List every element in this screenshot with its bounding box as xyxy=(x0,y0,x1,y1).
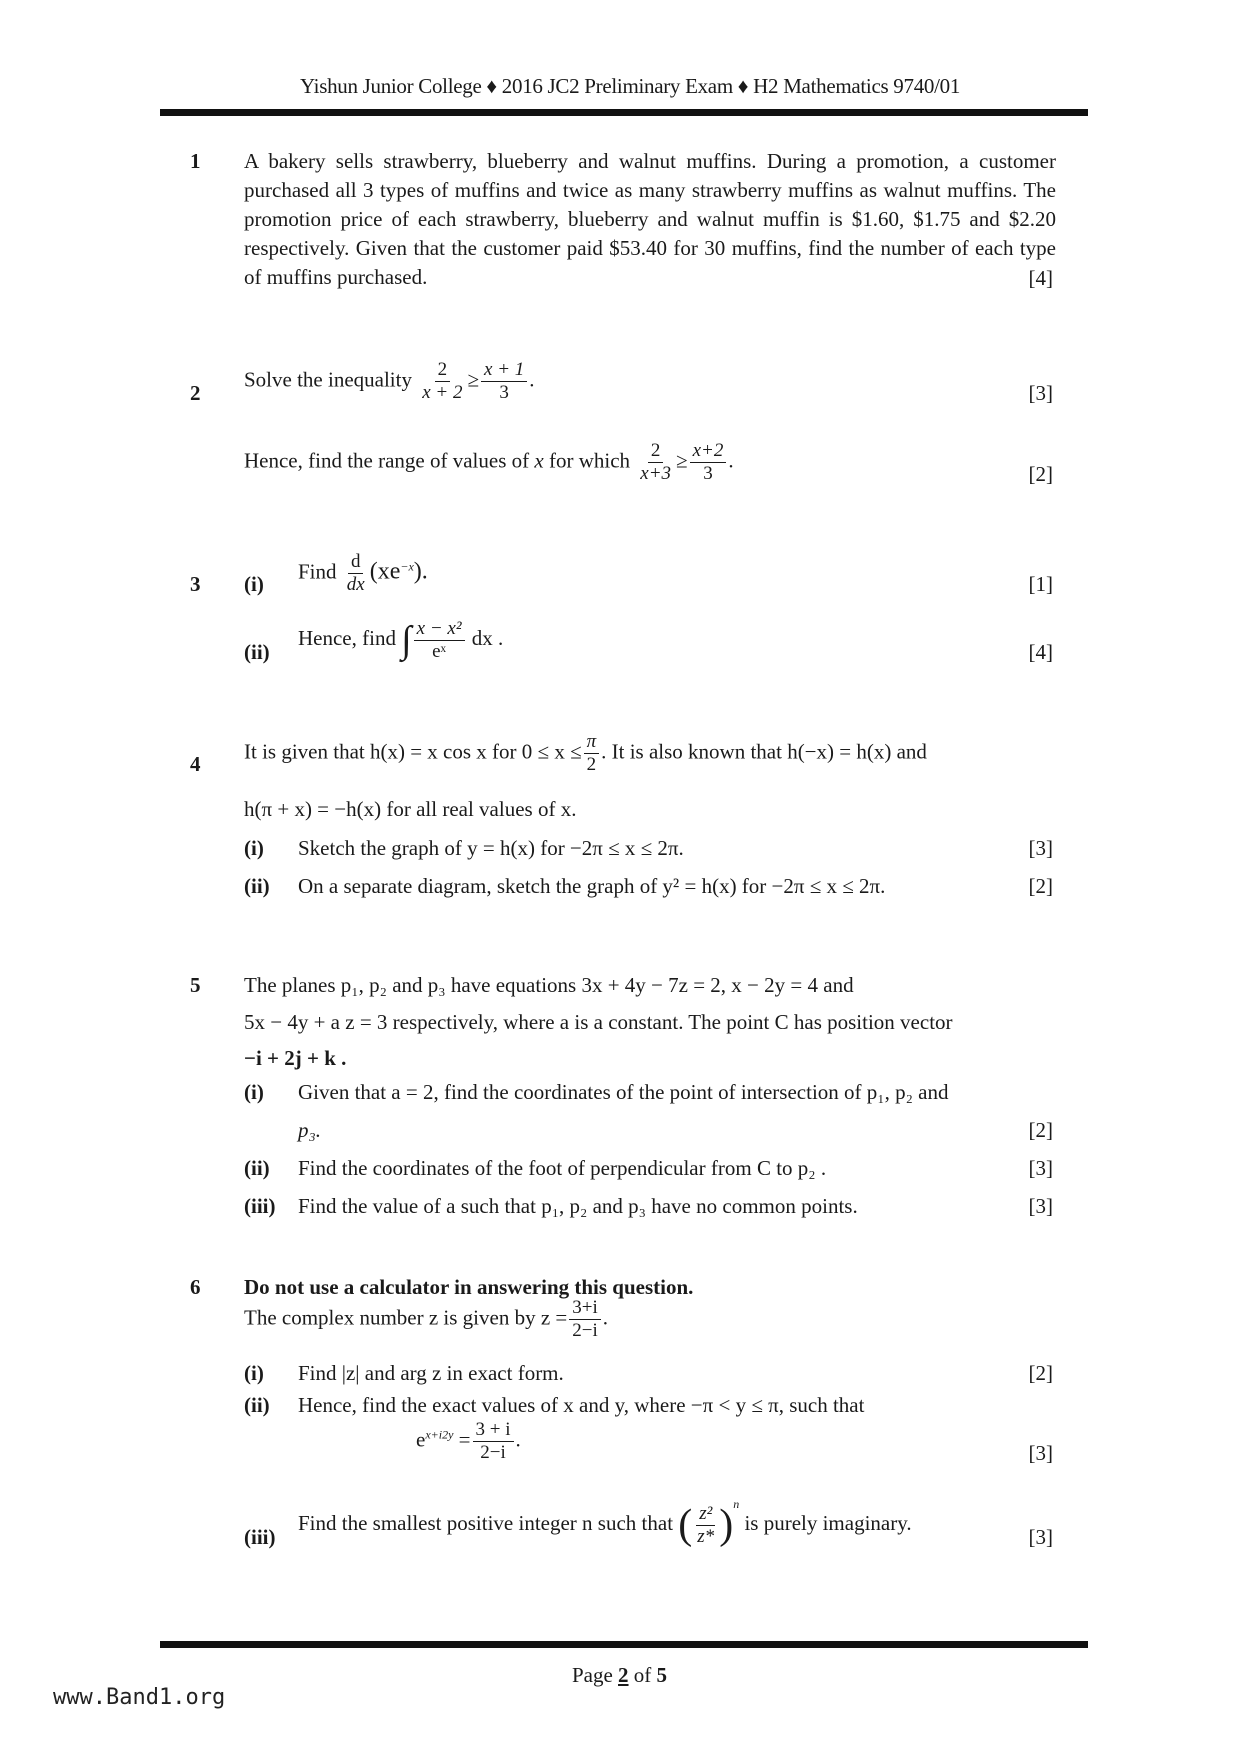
footer-rule xyxy=(160,1641,1088,1648)
q4-pi-den: 2 xyxy=(586,753,597,775)
q2b-lhs-num: 2 xyxy=(648,441,664,463)
q3ii-num: x − x² xyxy=(414,619,465,641)
q6-eq-num: 3 + i xyxy=(473,1420,514,1442)
question-1-marks: [4] xyxy=(1028,266,1053,290)
question-1-text: A bakery sells strawberry, blueberry and walnut muffins. During a promotion, a customer purchased all 3 types of muffins and twice as many strawberry muffins as walnut muffins. The promotion price of each strawberry, blueberry and walnut muffin is $1.60, $1.75 and $2.20 respectively. Given that the customer paid $53.40 for 30 muffins, find the number of each type of muffins purchased. xyxy=(244,149,1056,289)
q3-part-ii-marks: [4] xyxy=(1028,640,1053,664)
q6-part-ii-text: Hence, find the exact values of x and y, where −π < y ≤ π, such that xyxy=(298,1393,865,1417)
q6-z-num: 3+i xyxy=(569,1298,601,1320)
q6-part-iii-marks: [3] xyxy=(1028,1525,1053,1549)
q3ii-prefix: Hence, find xyxy=(298,625,396,650)
q6-eq-fraction xyxy=(473,1420,514,1463)
q3ii-den: eˣ xyxy=(432,640,447,662)
q6iii-num: z² xyxy=(696,1504,715,1526)
question-6-number: 6 xyxy=(190,1275,201,1299)
q5-part-ii-label: (ii) xyxy=(244,1156,270,1180)
q5-part-ii-text: Find the coordinates of the foot of perpendicular from C to p₂ . xyxy=(298,1156,827,1180)
q4-line1 xyxy=(244,732,1056,775)
q6-z-den: 2−i xyxy=(572,1319,598,1341)
q5-part-iii-marks: [3] xyxy=(1028,1194,1053,1218)
header-rule xyxy=(160,109,1088,116)
q3i-d-num: d xyxy=(348,552,364,574)
q6-intro xyxy=(244,1298,608,1341)
q2a-rhs-den: 3 xyxy=(499,381,509,403)
q5-part-iii-text: Find the value of a such that p₁, p₂ and p₃ have no common points. xyxy=(298,1194,858,1218)
question-5-number: 5 xyxy=(190,973,201,997)
question-2-part-b xyxy=(244,441,734,484)
q6-part-i-label: (i) xyxy=(244,1361,264,1385)
q2a-rhs-num: x + 1 xyxy=(481,360,527,382)
q6-intro-text: The complex number z is given by z = xyxy=(244,1305,568,1330)
q5-line3: −i + 2j + k . xyxy=(244,1046,347,1070)
question-2-part-a xyxy=(244,360,535,403)
q6-equation xyxy=(416,1420,521,1463)
integral-sign: ∫ xyxy=(401,619,412,661)
q3i-close: ). xyxy=(413,558,428,585)
q4-line1-a: It is given that h(x) = x cos x for 0 ≤ x ≤ xyxy=(244,739,582,764)
q6iii-den: z* xyxy=(697,1525,715,1547)
q5-part-i-label: (i) xyxy=(244,1080,264,1104)
q5-part-i-text: Given that a = 2, find the coordinates of the point of intersection of p₁, p₂ and xyxy=(298,1080,949,1104)
q2b-var: x xyxy=(534,448,544,473)
q3ii-fraction xyxy=(414,619,465,662)
q6-part-ii-label: (ii) xyxy=(244,1393,270,1417)
q4-part-ii-text: On a separate diagram, sketch the graph of y² = h(x) for −2π ≤ x ≤ 2π. xyxy=(298,874,886,898)
q2b-mid: for which xyxy=(548,448,631,473)
q4-line1-b: . It is also known that h(−x) = h(x) and xyxy=(601,739,927,764)
q6-eq-exp: x+i2y xyxy=(425,1427,454,1442)
q2b-rhs-num: x+2 xyxy=(690,441,727,463)
q2b-lhs-den: x+3 xyxy=(640,462,672,484)
q3-part-i-marks: [1] xyxy=(1028,572,1053,596)
q5-part-iii-label: (iii) xyxy=(244,1194,276,1218)
q6-intro-end: . xyxy=(602,1305,609,1330)
question-3-number: 3 xyxy=(190,572,201,596)
q6-eq-den: 2−i xyxy=(480,1441,506,1463)
page-mid: of xyxy=(633,1663,652,1687)
q6iii-power: n xyxy=(733,1497,740,1511)
q6-part-i-text: Find |z| and arg z in exact form. xyxy=(298,1361,564,1385)
q2b-suffix: . xyxy=(728,448,734,473)
q5-part-i-cont: p₃. xyxy=(298,1118,322,1142)
q6-eq-end: . xyxy=(515,1427,521,1452)
q3ii-suffix: dx . xyxy=(471,625,504,650)
right-paren: ) xyxy=(719,1502,734,1549)
question-2a-marks: [3] xyxy=(1028,381,1053,405)
q2a-prefix: Solve the inequality xyxy=(244,367,412,392)
page-total: 5 xyxy=(656,1663,668,1687)
q2a-op: ≥ xyxy=(467,367,480,392)
q2a-lhs-fraction xyxy=(419,360,465,403)
q5-part-i-marks: [2] xyxy=(1028,1118,1053,1142)
q3i-expr: (xe xyxy=(369,558,401,585)
question-4-number: 4 xyxy=(190,752,201,776)
q6-part-iii-label: (iii) xyxy=(244,1525,276,1549)
q3i-derivative xyxy=(344,552,368,595)
page-header: Yishun Junior College ♦ 2016 JC2 Preliminary Exam ♦ H2 Mathematics 9740/01 xyxy=(299,74,961,98)
left-paren: ( xyxy=(678,1502,693,1549)
question-1-number: 1 xyxy=(190,149,201,173)
q6iii-suffix: is purely imaginary. xyxy=(744,1511,912,1535)
q6iii-fraction xyxy=(694,1504,717,1547)
q5-line1: The planes p₁, p₂ and p₃ have equations 3x + 4y − 7z = 2, x − 2y = 4 and xyxy=(244,973,854,997)
q6-z-fraction xyxy=(569,1298,601,1341)
q6-eq-eq: = xyxy=(458,1427,471,1452)
q2a-lhs-num: 2 xyxy=(435,360,451,382)
q6-part-ii-marks: [3] xyxy=(1028,1441,1053,1465)
q4-part-i-marks: [3] xyxy=(1028,836,1053,860)
q6-instruction: Do not use a calculator in answering this question. xyxy=(244,1275,694,1299)
q2b-prefix: Hence, find the range of values of xyxy=(244,448,530,473)
q4-pi-fraction xyxy=(584,732,600,775)
q3-part-i-text xyxy=(298,552,428,595)
q4-pi-num: π xyxy=(584,732,600,754)
q3-part-ii-label: (ii) xyxy=(244,640,270,664)
q5-line2: 5x − 4y + a z = 3 respectively, where a is a constant. The point C has position vector xyxy=(244,1010,953,1034)
q3-part-i-label: (i) xyxy=(244,572,264,596)
q2b-op: ≥ xyxy=(676,448,688,473)
watermark: www.Band1.org xyxy=(53,1685,226,1710)
q3i-exp: −x xyxy=(400,559,414,574)
q6-part-iii-text xyxy=(298,1497,912,1549)
question-2-number: 2 xyxy=(190,381,201,405)
q2a-suffix: . xyxy=(529,367,535,392)
page-prefix: Page xyxy=(571,1663,613,1687)
q6iii-prefix: Find the smallest positive integer n such that xyxy=(298,1511,674,1535)
question-2b-marks: [2] xyxy=(1028,462,1053,486)
q4-part-ii-marks: [2] xyxy=(1028,874,1053,898)
q4-line2: h(π + x) = −h(x) for all real values of x. xyxy=(244,797,577,821)
page-current: 2 xyxy=(618,1663,629,1687)
q6-part-i-marks: [2] xyxy=(1028,1361,1053,1385)
q2a-lhs-den: x + 2 xyxy=(422,381,463,403)
q2a-rhs-fraction xyxy=(481,360,527,403)
q4-part-i-label: (i) xyxy=(244,836,264,860)
q3i-prefix: Find xyxy=(298,559,337,584)
q3i-d-den: dx xyxy=(346,573,365,595)
q6-eq-base: e xyxy=(416,1427,426,1452)
q5-part-ii-marks: [3] xyxy=(1028,1156,1053,1180)
q3-part-ii-text xyxy=(298,618,503,662)
q2b-rhs-fraction xyxy=(690,441,727,484)
q4-part-ii-label: (ii) xyxy=(244,874,270,898)
q4-part-i-text: Sketch the graph of y = h(x) for −2π ≤ x ≤ 2π. xyxy=(298,836,684,860)
q2b-rhs-den: 3 xyxy=(703,462,713,484)
q2b-lhs-fraction xyxy=(637,441,674,484)
